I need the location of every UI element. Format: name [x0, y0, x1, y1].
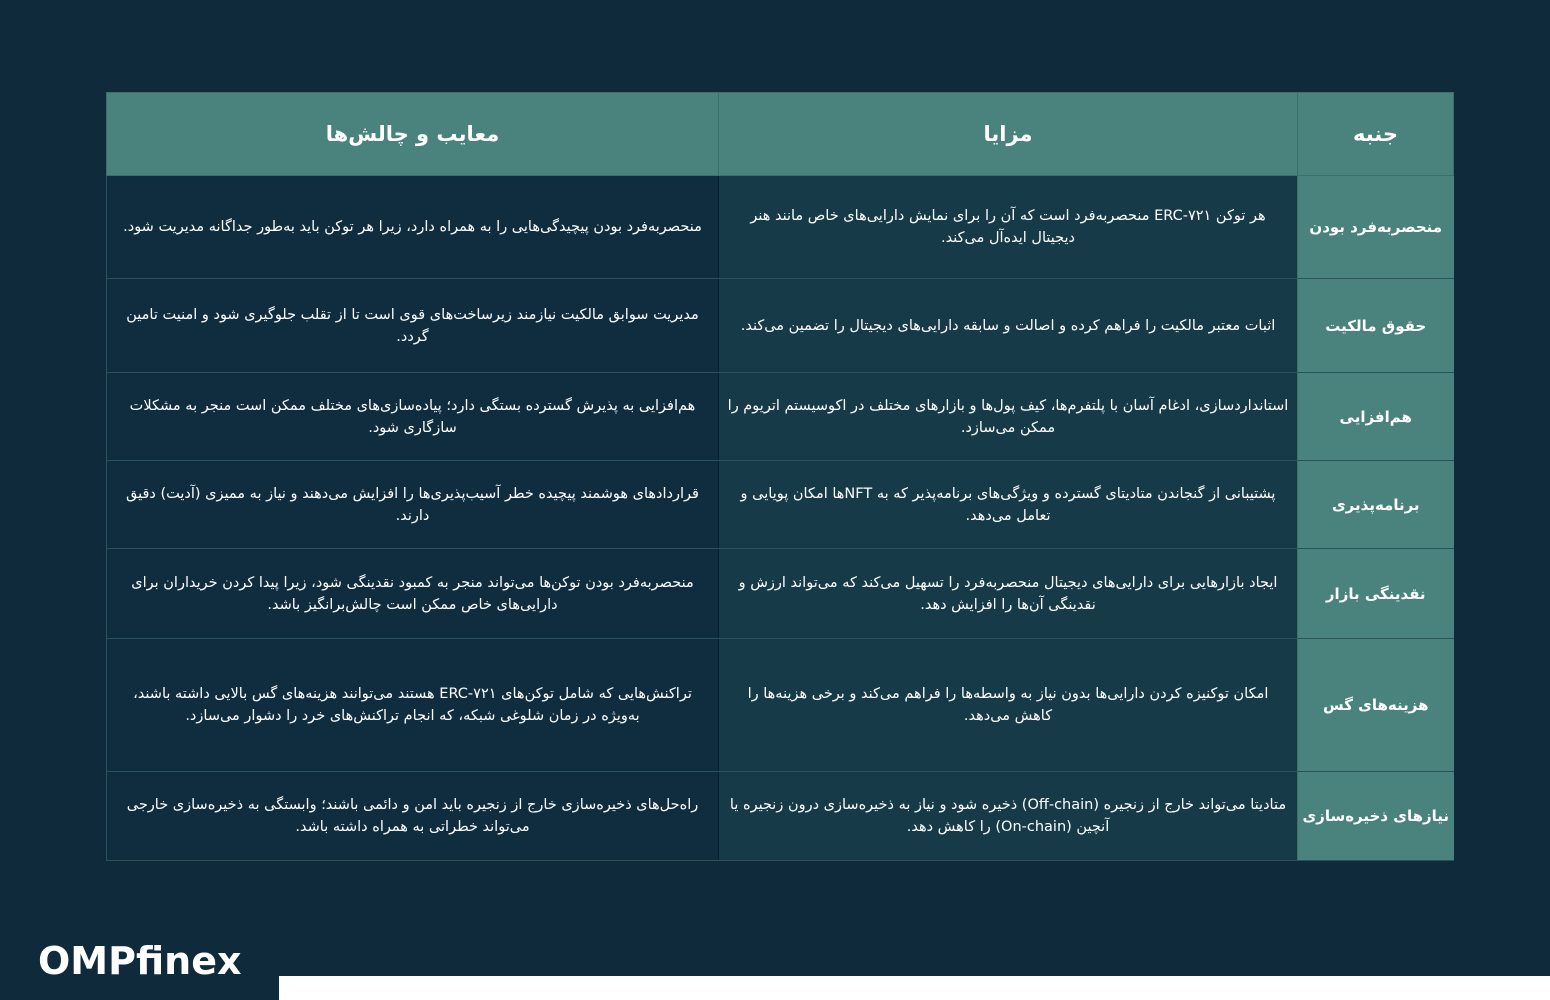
table-row	[107, 549, 1454, 639]
row-cons: منحصربه‌فرد بودن توکن‌ها می‌تواند منجر به کمبود نقدینگی شود، زیرا پیدا کردن خریداران برای دارایی‌های خاص ممکن است چالش‌برانگیز باشد.	[107, 549, 719, 639]
row-pros: متادیتا می‌تواند خارج از زنجیره (Off-chain) ذخیره شود و نیاز به ذخیره‌سازی درون زنجیره یا آنچین (On-chain) را کاهش دهد.	[719, 772, 1298, 861]
comparison-table-container	[106, 92, 1453, 861]
row-cons: قراردادهای هوشمند پیچیده خطر آسیب‌پذیری‌ها را افزایش می‌دهند و نیاز به ممیزی (آدیت) دقیق دارند.	[107, 461, 719, 549]
row-pros: اثبات معتبر مالکیت را فراهم کرده و اصالت و سابقه دارایی‌های دیجیتال را تضمین می‌کند.	[719, 279, 1298, 373]
row-cons: هم‌افزایی به پذیرش گسترده بستگی دارد؛ پیاده‌سازی‌های مختلف ممکن است منجر به مشکلات سازگاری شود.	[107, 373, 719, 461]
row-aspect: نیازهای ذخیره‌سازی	[1298, 772, 1454, 861]
row-aspect: حقوق مالکیت	[1298, 279, 1454, 373]
comparison-table	[106, 92, 1454, 861]
row-pros: امکان توکنیزه کردن دارایی‌ها بدون نیاز به واسطه‌ها را فراهم می‌کند و برخی هزینه‌ها را کاهش می‌دهد.	[719, 639, 1298, 772]
row-aspect: هزینه‌های گس	[1298, 639, 1454, 772]
row-aspect: برنامه‌پذیری	[1298, 461, 1454, 549]
row-aspect: هم‌افزایی	[1298, 373, 1454, 461]
row-cons: مدیریت سوابق مالکیت نیازمند زیرساخت‌های قوی است تا از تقلب جلوگیری شود و امنیت تامین گردد.	[107, 279, 719, 373]
row-pros: پشتیبانی از گنجاندن متادیتای گسترده و ویژگی‌های برنامه‌پذیر که به NFTها امکان پویایی و تعامل می‌دهد.	[719, 461, 1298, 549]
table-row	[107, 176, 1454, 279]
header-pros: مزایا	[719, 93, 1298, 176]
bottom-white-bar	[279, 976, 1550, 1000]
header-aspect: جنبه	[1298, 93, 1454, 176]
row-aspect: منحصربه‌فرد بودن	[1298, 176, 1454, 279]
header-cons: معایب و چالش‌ها	[107, 93, 719, 176]
table-row	[107, 461, 1454, 549]
table-row	[107, 772, 1454, 861]
row-pros: هر توکن ERC-۷۲۱ منحصربه‌فرد است که آن را برای نمایش دارایی‌های خاص مانند هنر دیجیتال ایده‌آل می‌کند.	[719, 176, 1298, 279]
ompfinex-logo	[38, 938, 241, 984]
row-pros: ایجاد بازارهایی برای دارایی‌های دیجیتال منحصربه‌فرد را تسهیل می‌کند که می‌تواند ارزش و نقدینگی آن‌ها را افزایش دهد.	[719, 549, 1298, 639]
table-row	[107, 639, 1454, 772]
row-cons: منحصربه‌فرد بودن پیچیدگی‌هایی را به همراه دارد، زیرا هر توکن باید به‌طور جداگانه مدیریت شود.	[107, 176, 719, 279]
row-cons: راه‌حل‌های ذخیره‌سازی خارج از زنجیره باید امن و دائمی باشند؛ وابستگی به ذخیره‌سازی خارجی می‌تواند خطراتی به همراه داشته باشد.	[107, 772, 719, 861]
row-pros: استانداردسازی، ادغام آسان با پلتفرم‌ها، کیف پول‌ها و بازارهای مختلف در اکوسیستم اتریوم را ممکن می‌سازد.	[719, 373, 1298, 461]
table-row	[107, 373, 1454, 461]
table-header-row	[107, 93, 1454, 176]
table-row	[107, 279, 1454, 373]
logo-text-part2: nex	[164, 939, 242, 983]
logo-text-part1: OMPf	[38, 939, 165, 983]
row-cons: تراکنش‌هایی که شامل توکن‌های ERC-۷۲۱ هستند می‌توانند هزینه‌های گس بالایی داشته باشند، به‌ویژه در زمان شلوغی شبکه، که انجام تراکنش‌های خرد را دشوار می‌سازد.	[107, 639, 719, 772]
row-aspect: نقدینگی بازار	[1298, 549, 1454, 639]
